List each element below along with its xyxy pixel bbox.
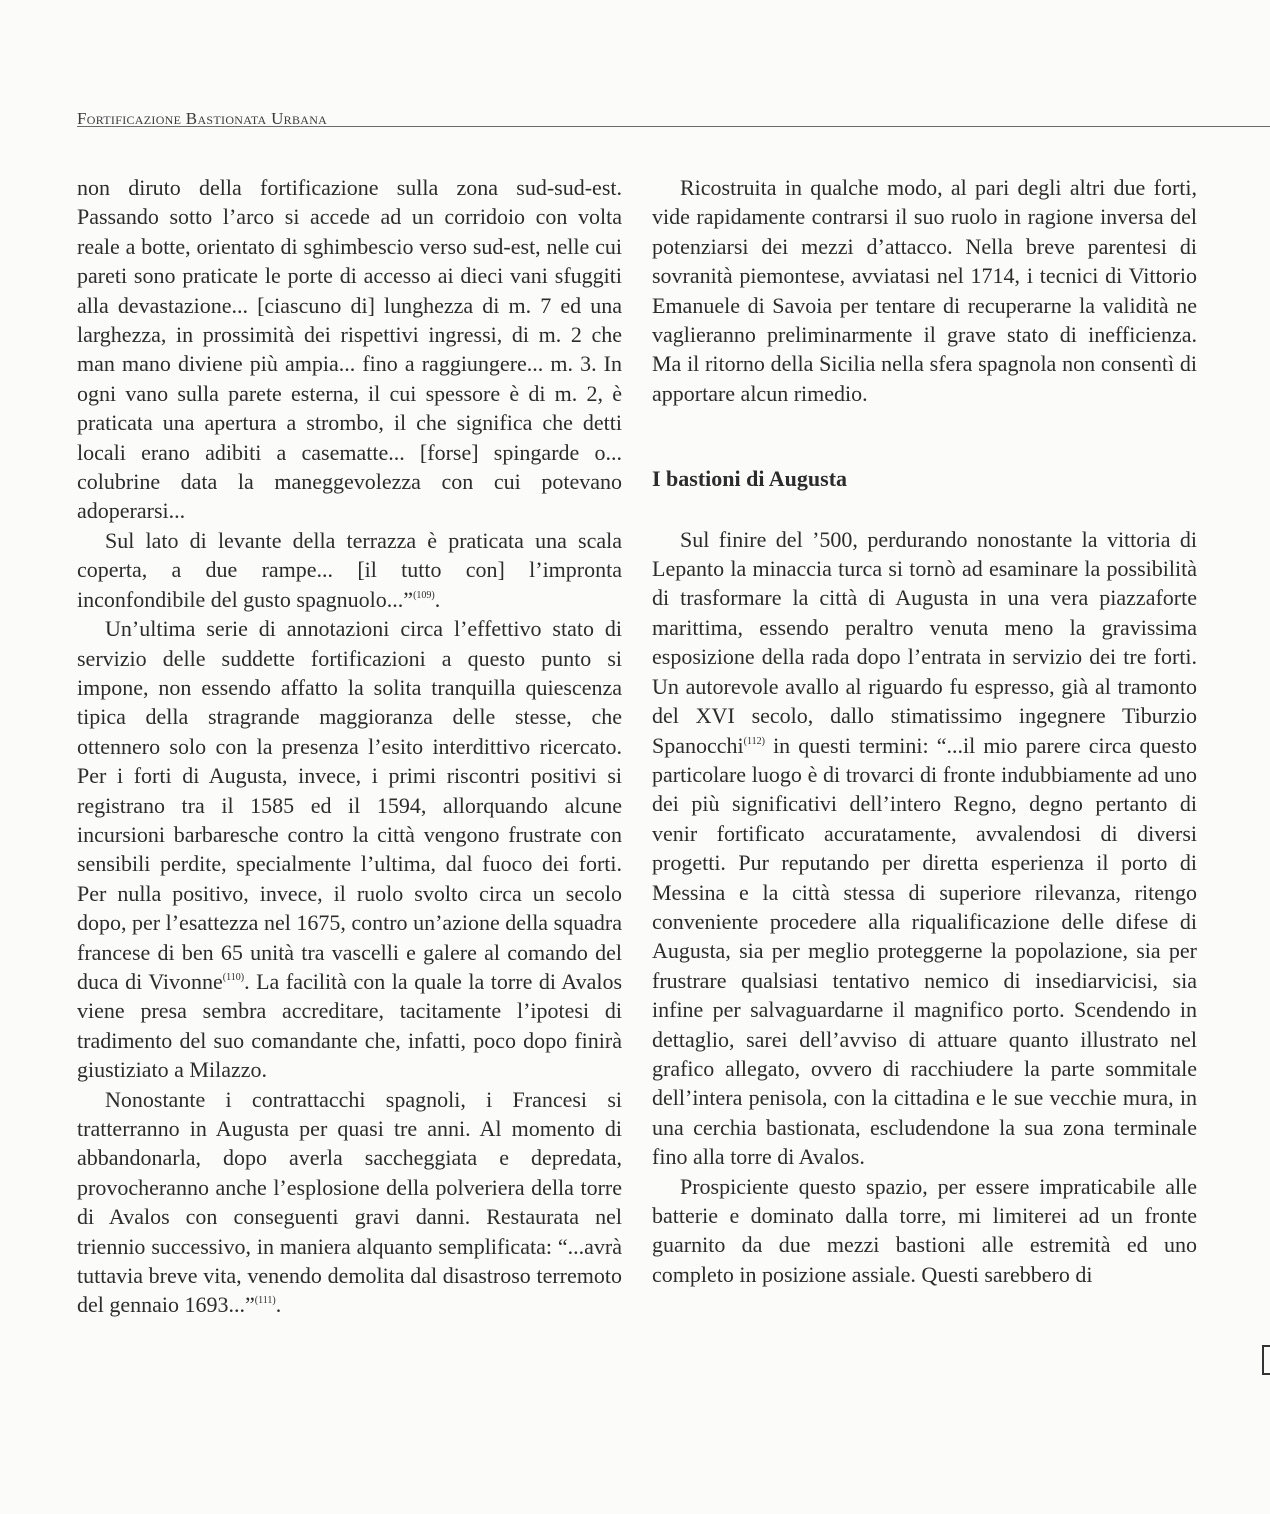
- paragraph-text: Un’ultima serie di annotazioni circa l’effettivo stato di servizio delle suddette fortificazioni a questo punto si impone, non essendo affatto la solita tranquilla quiescenza tipica della stragrande maggioranza delle stesse, che ottennero solo con la presenza l’esito interdittivo ricercato. Per i forti di Augusta, invece, i primi riscontri positivi si registrano tra il 1585 ed il 1594, allorquando alcune incursioni barbaresche contro la città vengono frustrate con sensibili perdite, specialmente l’ultima, dal fuoco dei forti. Per nulla positivo, invece, il ruolo svolto circa un secolo dopo, per l’esattezza nel 1675, contro un’azione della squadra francese di ben 65 unità tra vascelli e galere al comando del duca di Vivonne: [77, 616, 622, 994]
- page-edge-mark: [1262, 1345, 1270, 1375]
- paragraph-text: in questi termini: “...il mio parere circa questo particolare luogo è di trovarci di fronte indubbiamente ad uno dei più significativi dell’intero Regno, degno pertanto di venir fortificato accuratamente, avvalendosi di diversi progetti. Pur reputando per diretta esperienza il porto di Messina e la città stessa di superiore rilevanza, ritengo conveniente procedere alla riqualificazione delle difese di Augusta, sia per meglio proteggerne la popolazione, sia per frustrare qualsiasi tentativo nemico di insediarvicisi, sia infine per salvaguardarne il magnifico porto. Scendendo in dettaglio, sarei dell’avviso di attuare quanto illustrato nel grafico allegato, ovvero di racchiudere la parte sommitale dell’intera penisola, con la cittadina e le sue vecchie mura, in una cerchia bastionata, escludendone la sua zona terminale fino alla torre di Avalos.: [652, 732, 1197, 1170]
- left-column: [77, 173, 622, 1320]
- footnote-ref: (109): [413, 589, 435, 601]
- paragraph: non diruto della fortificazione sulla zona sud-sud-est. Passando sotto l’arco si accede ad un corridoio con volta reale a botte, orientato di sghimbescio verso sud-est, nelle cui pareti sono praticate le porte di accesso ai dieci vani sfuggiti alla devastazione... [ciascuno di] lunghezza di m. 7 ed una larghezza, in prossimità dei rispettivi ingressi, di m. 2 che man mano diviene più ampia... fino a raggiungere... m. 3. In ogni vano sulla parete esterna, il cui spessore è di m. 2, è praticata una apertura a strombo, il che significa che detti locali erano adibiti a casematte... [forse] spingarde o... colubrine data la maneggevolezza con cui potevano adoperarsi...: [77, 175, 622, 524]
- footnote-ref: (111): [254, 1295, 276, 1307]
- paragraph-text: Sul lato di levante della terrazza è praticata una scala coperta, a due rampe... [il tutto con] l’impronta inconfondibile del gusto spagnuolo...”: [77, 527, 622, 612]
- right-column: [652, 173, 1197, 1289]
- paragraph: [652, 525, 1197, 1172]
- header-rule: [77, 126, 1270, 127]
- section-heading: I bastioni di Augusta: [652, 466, 848, 492]
- paragraph: Ricostruita in qualche modo, al pari degli altri due forti, vide rapidamente contrarsi il suo ruolo in ragione inversa del potenziarsi dei mezzi d’attacco. Nella breve parentesi di sovranità piemontese, avviatasi nel 1714, i tecnici di Vittorio Emanuele di Savoia per tentare di recuperarne la validità ne vaglieranno preliminarmente il grave stato di inefficienza. Ma il ritorno della Sicilia nella sfera spagnola non consentì di apportare alcun rimedio.: [652, 175, 1197, 406]
- paragraph-text: . La facilità con la quale la torre di Avalos viene presa sembra accreditare, tacitamente l’ipotesi di tradimento del suo comandante che, infatti, poco dopo finirà giustiziato a Milazzo.: [77, 968, 623, 1083]
- section-spacer: [652, 408, 1197, 464]
- paragraph-text: Nonostante i contrattacchi spagnoli, i Francesi si tratterranno in Augusta per quasi tre anni. Al momento di abbandonarla, dopo averla saccheggiata e depredata, provocheranno anche l’esplosione della polveriera della torre di Avalos con conseguenti gravi danni. Restaurata nel triennio successivo, in maniera alquanto semplificata: “...avrà tuttavia breve vita, venendo demolita dal disastroso terremoto del gennaio 1693...”: [77, 1086, 622, 1318]
- paragraph-text: Sul finire del ’500, perdurando nonostante la vittoria di Lepanto la minaccia turca si tornò ad esaminare la possibilità di trasformare la città di Augusta in una vera piazzaforte marittima, essendo peraltro venuta meno la gravissima esposizione della rada dopo l’entrata in servizio dei tre forti. Un autorevole avallo al riguardo fu espresso, già al tramonto del XVI secolo, dallo stimatissimo ingegnere Tiburzio Spanocchi: [652, 526, 1197, 758]
- running-head: Fortificazione Bastionata Urbana: [77, 109, 328, 128]
- paragraph: Prospiciente questo spazio, per essere impraticabile alle batterie e dominato dalla torre, mi limiterei ad un fronte guarnito da due mezzi bastioni alle estremità ed uno completo in posizione assiale. Questi sarebbero di: [652, 1173, 1197, 1287]
- paragraph: [77, 614, 622, 1085]
- paragraph: Nonostante i contrattacchi spagnoli, i Francesi si tratterranno in Augusta per quasi tre anni. Al momento di abbandonarla, dopo averla saccheggiata e depredata, provocheranno anche l’esplosione della polveriera della torre di Avalos con conseguenti gravi danni. Restaurata nel triennio successivo, in maniera alquanto semplificata: “...avrà tuttavia breve vita, venendo demolita dal disastroso terremoto del gennaio 1693...”$^{(111)}$.: [77, 1086, 622, 1318]
- footnote-ref: (112): [743, 735, 765, 747]
- footnote-ref: (110): [222, 971, 245, 983]
- paragraph: Sul lato di levante della terrazza è praticata una scala coperta, a due rampe... [il tutto con] l’impronta inconfondibile del gusto spagnuolo...”$^{(109)}$.: [77, 527, 622, 612]
- section-spacer: [652, 494, 1197, 525]
